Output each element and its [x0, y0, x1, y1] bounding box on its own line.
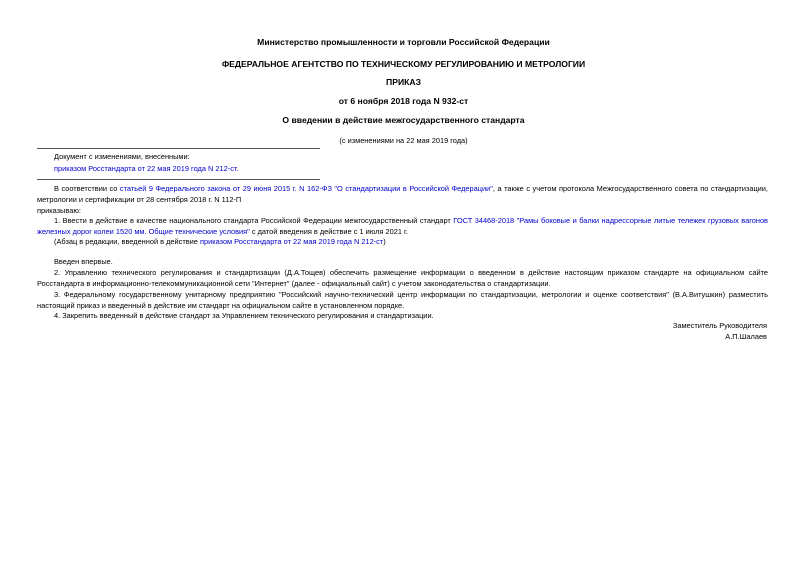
doc-subject: О введении в действие межгосударственного стандарта [282, 115, 525, 125]
ministry-title: Министерство промышленности и торговли Российской Федерации [257, 37, 550, 47]
preamble-paragraph: В соответствии со статьей 9 Федерального закона от 29 июня 2015 г. N 162-ФЗ "О стандартизации в Российской Федерации", а также с учетом протокола Межгосударственного совета по стандартизации, метрологии и сертификации от 28 сентября 2018 г. N 112-П [37, 184, 768, 204]
item-1: 1. Ввести в действие в качестве национального стандарта Российской Федерации межгосударственный стандарт ГОСТ 34468-2018 "Рамы боковые и балки надрессорные литые тележек грузовых вагонов железных дорог колеи 1520 мм. Общие технические условия" с датой введения в действие с 1 июля 2021 г. [37, 216, 768, 236]
order-word: приказываю: [37, 206, 81, 215]
item-4: 4. Закрепить введенный в действие стандарт за Управлением технического регулирования и стандартизации. [54, 311, 434, 320]
amendment-link[interactable]: приказом Росстандарта от 22 мая 2019 года N 212-ст [199, 237, 384, 246]
changes-note: (с изменениями на 22 мая 2019 года) [339, 136, 468, 145]
item-3: 3. Федеральному государственному унитарному предприятию "Российский научно-технический центр информации по стандартизации, метрологии и оценке соответствия" (В.А.Витушкин) разместить настоящий приказ и введенный в действие им стандарт на официальном сайте в установленном порядке. [37, 290, 768, 310]
item-2: 2. Управлению технического регулирования и стандартизации (Д.А.Тощев) обеспечить размещение информации о введенном в действие настоящим приказом стандарте на официальном сайте Росстандарта в информационно-телекоммуникационной сети "Интернет" (далее - официальный сайт) с учетом законодательства о стандартизации. [37, 268, 768, 288]
changes-bottom-rule [37, 179, 320, 180]
changes-link[interactable]: приказом Росстандарта от 22 мая 2019 года N 212-ст. [54, 164, 239, 173]
changes-top-rule [37, 148, 320, 149]
introduced-first: Введен впервые. [54, 257, 113, 266]
signature-position: Заместитель Руководителя [672, 321, 767, 330]
doc-date-number: от 6 ноября 2018 года N 932-ст [338, 96, 469, 106]
gost-link[interactable]: ГОСТ 34468-2018 "Рамы боковые и балки надрессорные литые тележек грузовых вагонов железных дорог колеи 1520 мм. Общие технические условия" [37, 216, 768, 236]
changes-label: Документ с изменениями, внесенными: [54, 152, 190, 161]
signature-name: А.П.Шалаев [725, 332, 767, 341]
doc-type: ПРИКАЗ [386, 77, 421, 87]
federal-law-link[interactable]: статьей 9 Федерального закона от 29 июня 2015 г. N 162-ФЗ "О стандартизации в Российской Федерации" [119, 184, 493, 193]
item-1-note: (Абзац в редакции, введенной в действие приказом Росстандарта от 22 мая 2019 года N 212-ст) [54, 237, 386, 246]
agency-title: ФЕДЕРАЛЬНОЕ АГЕНТСТВО ПО ТЕХНИЧЕСКОМУ РЕГУЛИРОВАНИЮ И МЕТРОЛОГИИ [221, 59, 586, 69]
